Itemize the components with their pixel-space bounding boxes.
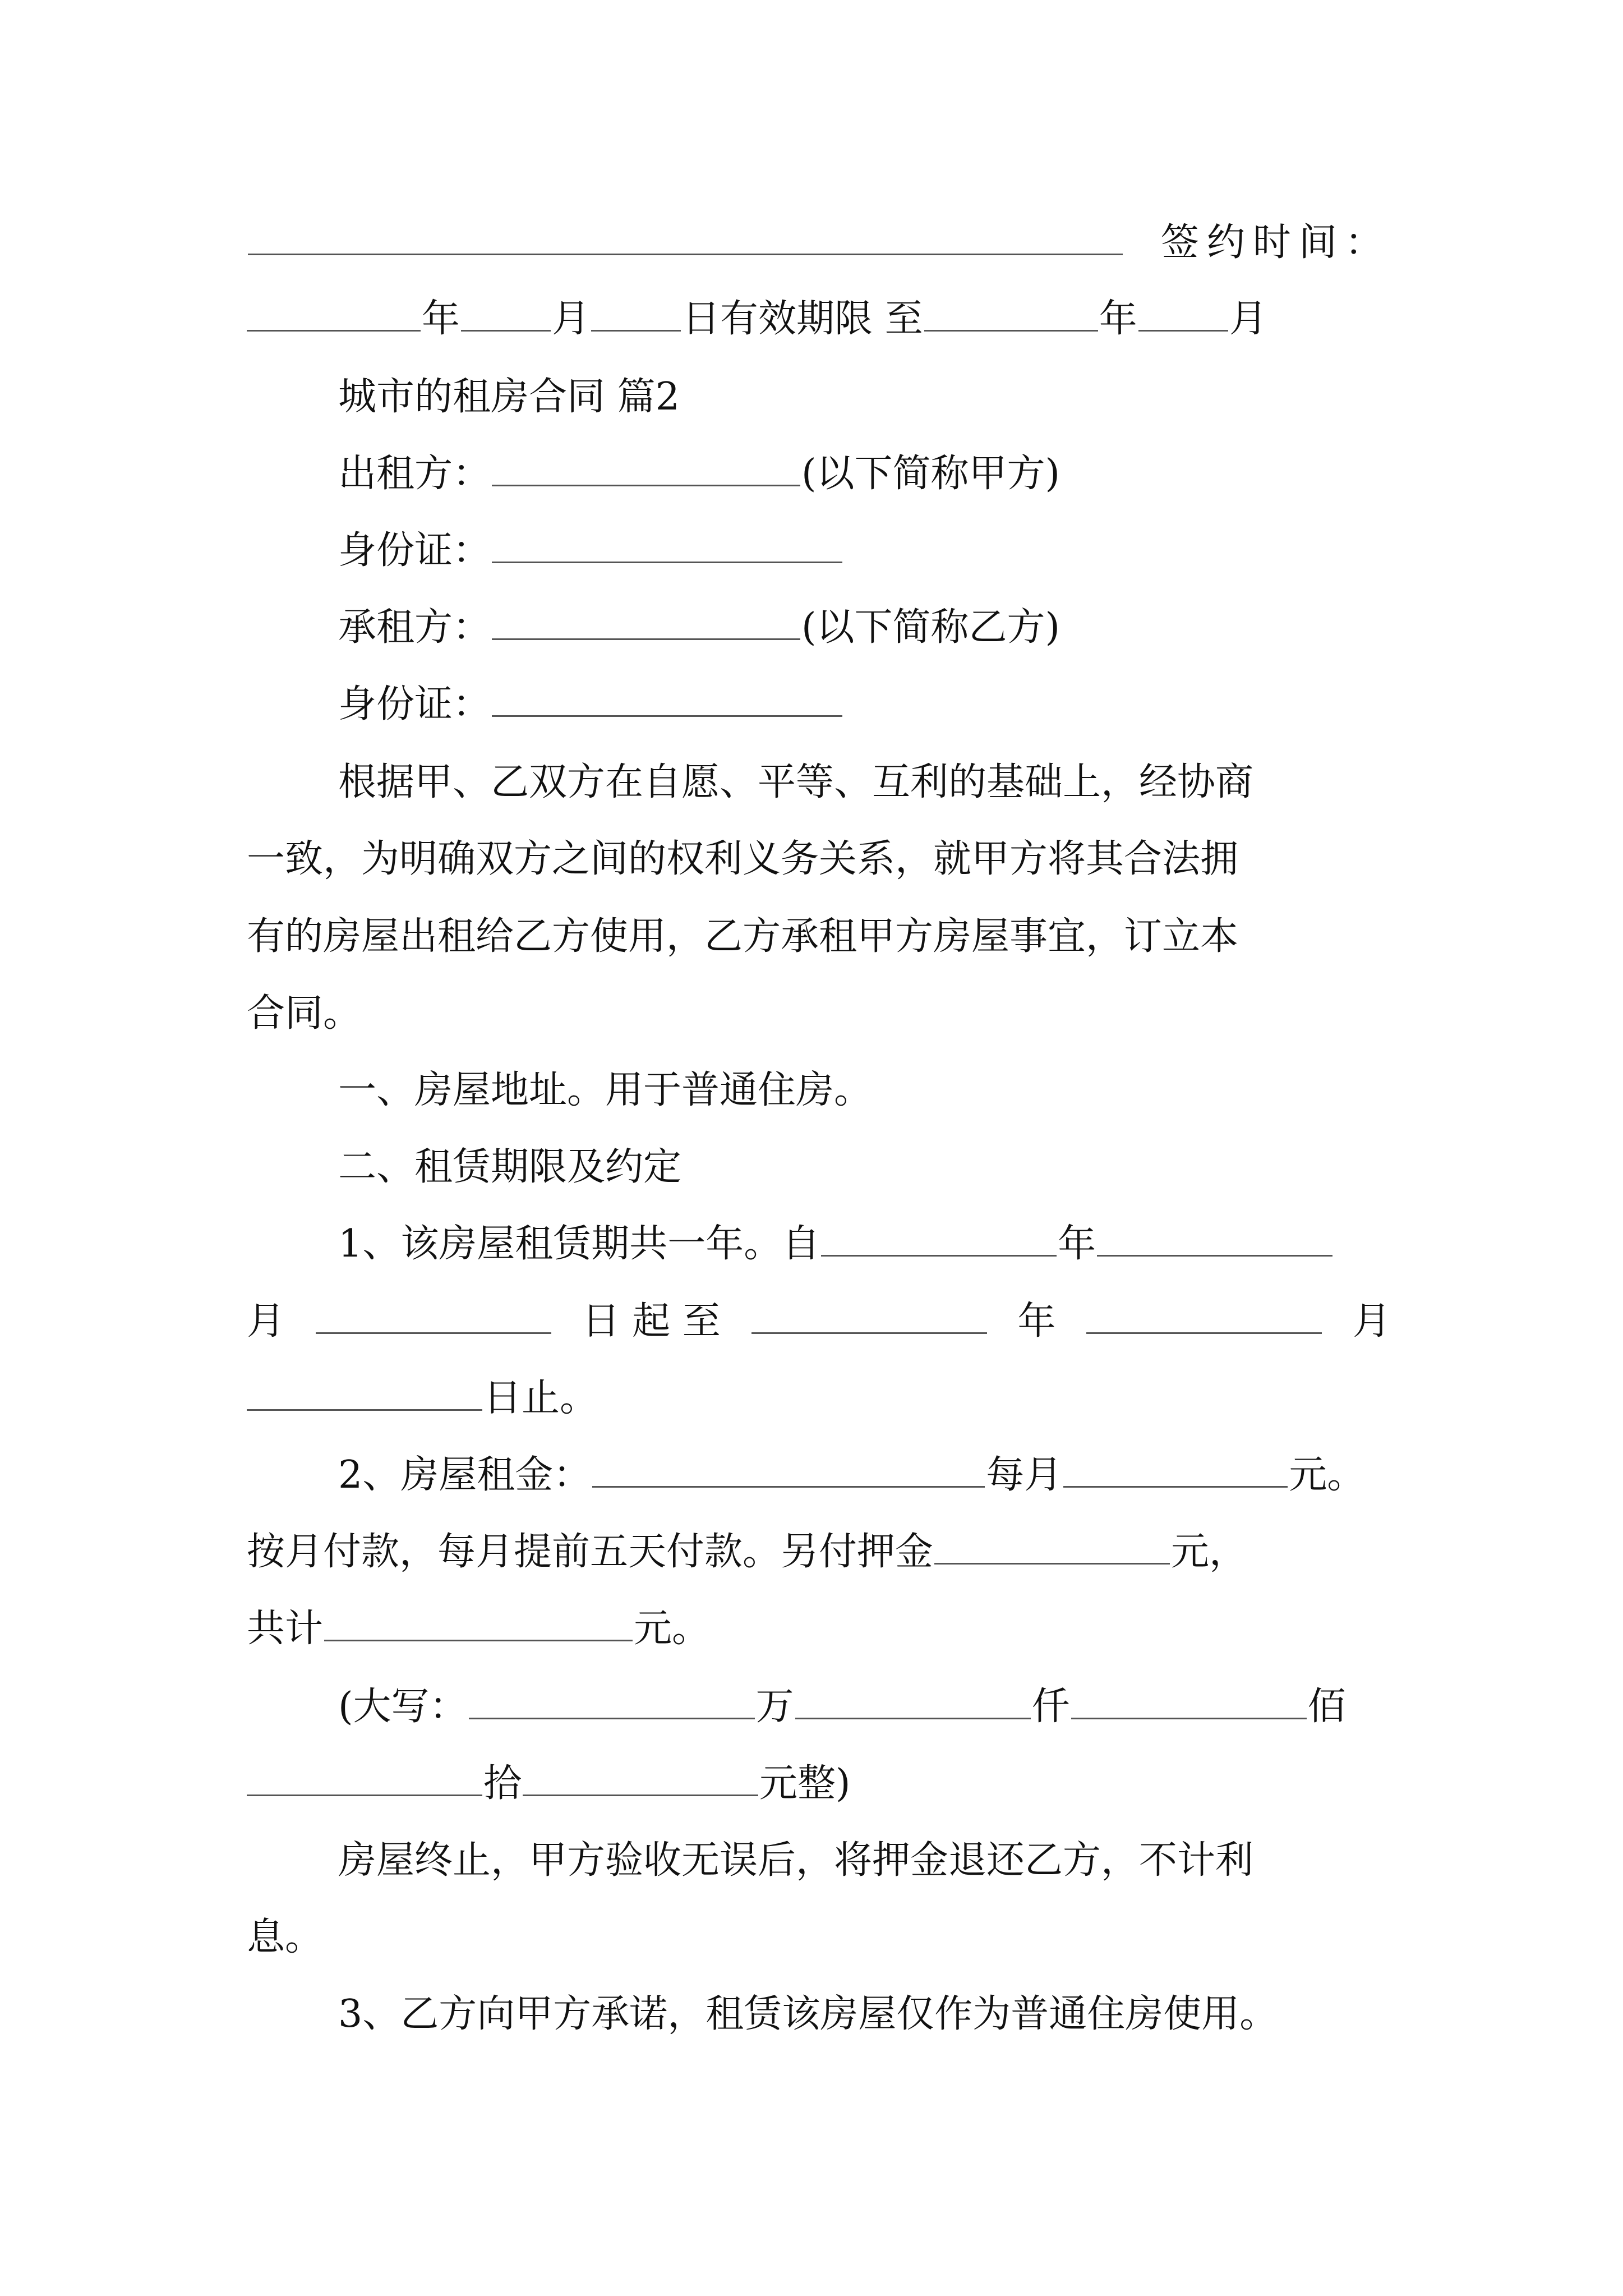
signing-date-line [247, 215, 1391, 271]
validity-month-blank[interactable] [461, 293, 551, 332]
lessor-id-label: 身份证： [338, 528, 491, 573]
item1-prefix: 1、该房屋租赁期共一年。自 [338, 1222, 820, 1266]
bai-label: 佰 [1307, 1685, 1346, 1729]
deposit-return-line-2: 息。 [247, 1915, 324, 1959]
lessor-label: 出租方： [338, 452, 491, 496]
total-yuan-label: 元。 [634, 1607, 711, 1651]
wan-label: 万 [755, 1685, 794, 1729]
validity-line [247, 291, 1391, 347]
lessee-label: 承租方： [338, 605, 491, 650]
item2-line-1 [338, 1447, 1391, 1503]
signing-blank[interactable] [248, 217, 1123, 255]
deposit-blank[interactable] [934, 1526, 1170, 1565]
item1-day2-blank[interactable] [247, 1372, 482, 1411]
lessor-id-blank[interactable] [492, 524, 842, 563]
to-label: 至 [884, 297, 923, 341]
intro-line-2: 一致，为明确双方之间的权利义务关系，就甲方将其合法拥 [247, 837, 1239, 881]
lessor-id-line [338, 523, 1391, 579]
yuan-end-label: 元整) [759, 1761, 851, 1806]
lessor-suffix: (以下简称甲方) [801, 452, 1061, 496]
lessee-blank[interactable] [492, 601, 800, 640]
intro-line-4: 合同。 [247, 991, 362, 1036]
item1-end-label: 日止。 [483, 1376, 598, 1420]
year-label: 年 [422, 297, 460, 341]
section-2: 二、租赁期限及约定 [338, 1145, 682, 1189]
item1-from-label: 日 起 至 [582, 1299, 721, 1343]
section-1: 一、房屋地址。用于普通住房。 [338, 1068, 873, 1112]
deposit-return-line-1: 房屋终止，甲方验收无误后，将押金退还乙方，不计利 [338, 1838, 1254, 1883]
month-label: 月 [552, 297, 591, 341]
rent-blank[interactable] [592, 1449, 985, 1488]
lessee-line [338, 600, 1391, 656]
yuan-blank[interactable] [523, 1757, 758, 1796]
wan-blank[interactable] [469, 1681, 755, 1719]
lessee-id-line [338, 677, 1391, 733]
shi-label: 拾 [483, 1761, 522, 1806]
item1-year2-blank[interactable] [751, 1295, 987, 1334]
qian-blank[interactable] [795, 1681, 1031, 1719]
bai-blank[interactable] [1071, 1681, 1307, 1719]
capital-line-1 [338, 1679, 1391, 1735]
validity-day-blank[interactable] [591, 293, 681, 332]
lessor-line [338, 446, 1391, 502]
item1-month-label: 月 [247, 1299, 285, 1343]
deposit-yuan-label: 元， [1171, 1530, 1248, 1574]
item1-month2-blank[interactable] [1086, 1295, 1322, 1334]
qian-label: 仟 [1031, 1685, 1070, 1729]
validity-month2-blank[interactable] [1138, 293, 1228, 332]
deposit-prefix: 按月付款，每月提前五天付款。另付押金 [247, 1530, 934, 1574]
intro-line-3: 有的房屋出租给乙方使用，乙方承租甲方房屋事宜，订立本 [247, 914, 1239, 959]
item2-line-3 [247, 1601, 1391, 1657]
item1-month2-label: 月 [1352, 1299, 1391, 1343]
total-label: 共计 [247, 1607, 324, 1651]
lessee-id-blank[interactable] [492, 678, 842, 717]
lessee-id-label: 身份证： [338, 682, 491, 726]
intro-line-1: 根据甲、乙双方在自愿、平等、互利的基础上，经协商 [338, 760, 1254, 804]
signing-date-label: 签约时间： [1160, 220, 1391, 265]
contract-heading: 城市的租房合同 篇2 [338, 375, 680, 419]
item2-prefix: 2、房屋租金： [338, 1453, 592, 1497]
item1-month-blank[interactable] [1097, 1218, 1332, 1257]
validity-year-blank[interactable] [247, 293, 421, 332]
item1-year-label: 年 [1058, 1222, 1096, 1266]
capital-line-2 [247, 1756, 1391, 1812]
day-valid-label: 日有效期限 [682, 297, 873, 341]
item1-line-2 [247, 1294, 1391, 1350]
item1-year-blank[interactable] [821, 1218, 1057, 1257]
item3-line: 3、乙方向甲方承诺，租赁该房屋仅作为普通住房使用。 [338, 1992, 1278, 2036]
item2-line-2 [247, 1524, 1391, 1580]
item1-line-3 [247, 1370, 1391, 1427]
monthly-blank[interactable] [1063, 1449, 1288, 1488]
monthly-label: 每月 [986, 1453, 1063, 1497]
lessor-blank[interactable] [492, 448, 800, 486]
lessee-suffix: (以下简称乙方) [801, 605, 1061, 650]
capital-prefix: (大写： [338, 1685, 468, 1729]
yuan-label: 元。 [1289, 1453, 1366, 1497]
item1-day-blank[interactable] [316, 1295, 551, 1334]
total-blank[interactable] [324, 1603, 633, 1641]
month2-label: 月 [1229, 297, 1267, 341]
validity-year2-blank[interactable] [924, 293, 1098, 332]
shi-blank[interactable] [247, 1757, 482, 1796]
item1-year2-label: 年 [1017, 1299, 1056, 1343]
item1-line-1 [338, 1216, 1391, 1272]
year2-label: 年 [1099, 297, 1137, 341]
